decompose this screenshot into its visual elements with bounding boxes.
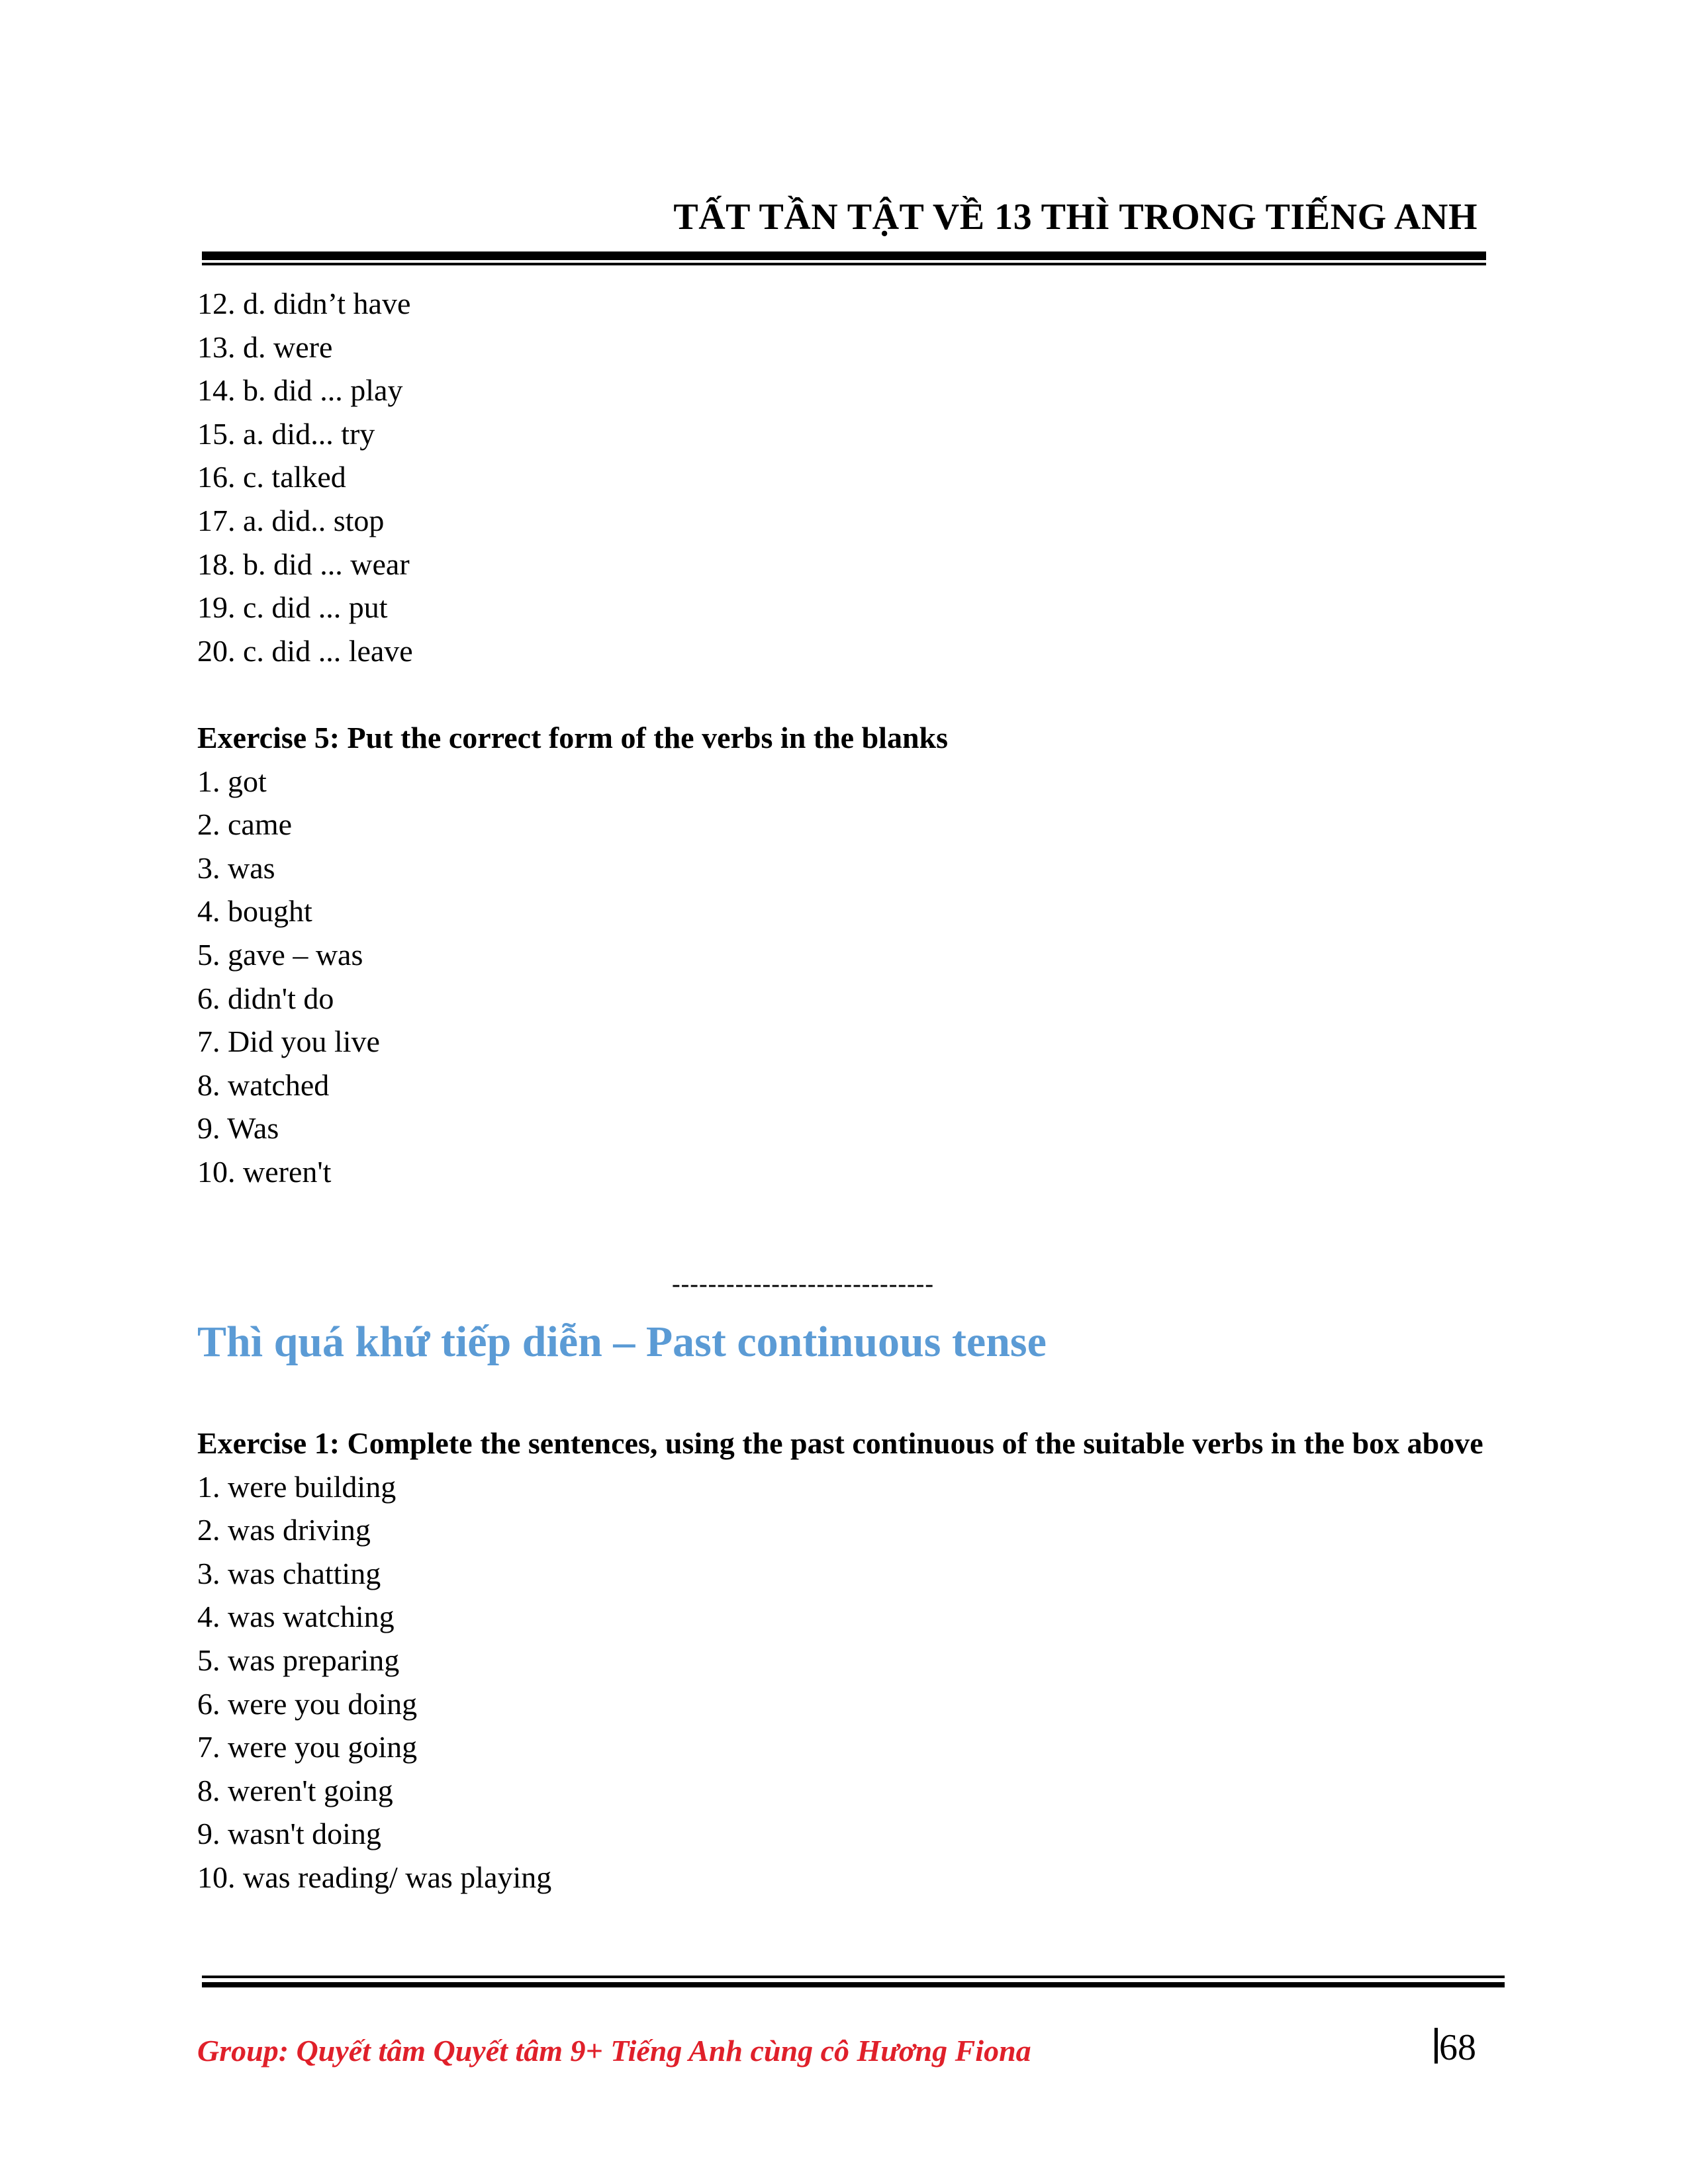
exercise-1-item: 7. were you going (197, 1730, 418, 1764)
exercise-1-item: 3. was chatting (197, 1556, 381, 1590)
exercise-5-item: 5. gave – was (197, 937, 363, 972)
answer-item: 16. c. talked (197, 460, 346, 494)
header-title: TẤT TẦN TẬT VỀ 13 THÌ TRONG TIẾNG ANH (673, 197, 1477, 238)
exercise-1-item: 4. was watching (197, 1600, 395, 1634)
footer-group-label: Group: Quyết tâm Quyết tâm 9+ Tiếng Anh cùng cô Hương Fiona (197, 2034, 1031, 2068)
exercise-1-item: 8. weren't going (197, 1773, 393, 1807)
exercise-5-item: 4. bought (197, 894, 312, 929)
exercise-5-item: 3. was (197, 850, 275, 885)
answer-item: 19. c. did ... put (197, 590, 388, 625)
exercise-1-item: 2. was driving (197, 1513, 371, 1547)
answer-item: 17. a. did.. stop (197, 503, 385, 537)
exercise-5-item: 2. came (197, 807, 293, 842)
answer-item: 13. d. were (197, 330, 333, 364)
section-title: Thì quá khứ tiếp diễn – Past continuous tense (197, 1318, 1047, 1366)
answer-item: 12. d. didn’t have (197, 287, 411, 320)
exercise-1-block (197, 1422, 1488, 1899)
exercise-1-item: 5. was preparing (197, 1643, 400, 1677)
exercise-5-heading: Exercise 5: Put the correct form of the verbs in the blanks (197, 720, 949, 754)
page-number-bar (1434, 2028, 1438, 2064)
answer-item: 14. b. did ... play (197, 373, 403, 408)
header-rule (202, 251, 1486, 260)
section-separator: ----------------------------- (672, 1270, 934, 1298)
exercise-1-item: 1. were building (197, 1469, 397, 1504)
answer-item: 18. b. did ... wear (197, 547, 410, 581)
exercise-5-item: 7. Did you live (197, 1024, 380, 1059)
exercise-5-item: 8. watched (197, 1068, 330, 1102)
answers-block-top (197, 282, 1488, 1193)
exercise-1-item: 6. were you doing (197, 1686, 418, 1721)
answer-item: 20. c. did ... leave (197, 633, 413, 668)
exercise-5-item: 1. got (197, 764, 267, 798)
footer-rule-thin (202, 1976, 1505, 1978)
exercise-5-item: 10. weren't (197, 1154, 332, 1189)
header-rule-thin (202, 263, 1486, 265)
page-number (1434, 2026, 1476, 2069)
footer-rule (202, 1982, 1505, 1987)
page-number-value: 68 (1439, 2027, 1476, 2068)
exercise-1-item: 9. wasn't doing (197, 1817, 381, 1851)
exercise-5-item: 6. didn't do (197, 981, 334, 1015)
exercise-1-heading: Exercise 1: Complete the sentences, using the past continuous of the suitable verbs in the box above (197, 1426, 1483, 1460)
answer-item: 15. a. did... try (197, 416, 375, 451)
exercise-1-item: 10. was reading/ was playing (197, 1860, 552, 1894)
exercise-5-item: 9. Was (197, 1111, 279, 1146)
